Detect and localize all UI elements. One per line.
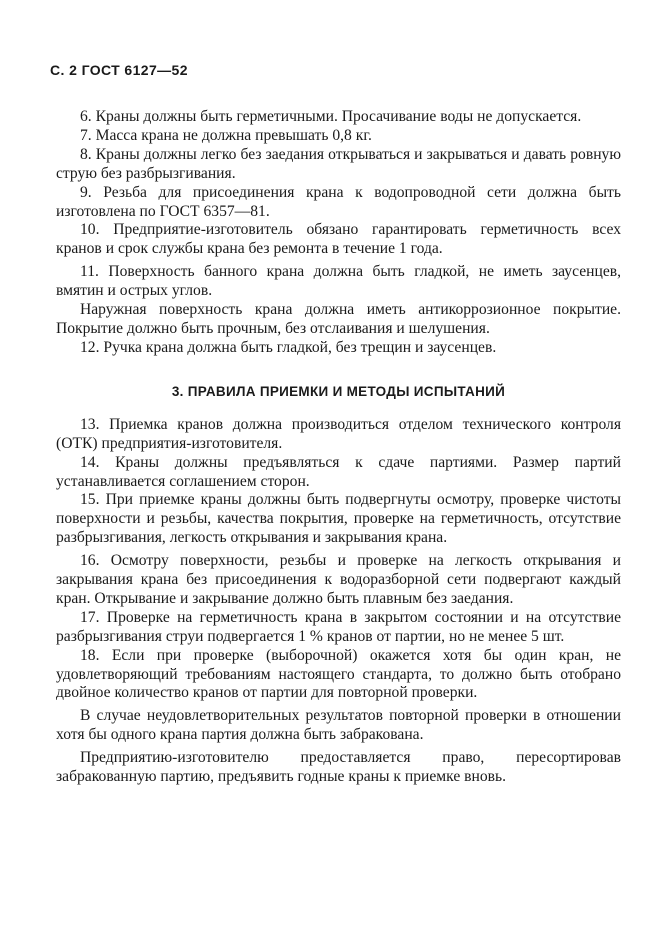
- section-title: 3. ПРАВИЛА ПРИЕМКИ И МЕТОДЫ ИСПЫТАНИЙ: [171, 383, 506, 399]
- clause-13: 13. Приемка кранов должна производиться отделом технического контроля (ОТК) предприятия-изготовителя.: [56, 415, 621, 452]
- clause-12: 12. Ручка крана должна быть гладкой, без трещин и заусенцев.: [80, 338, 497, 356]
- clause-17: 17. Проверке на герметичность крана в закрытом состоянии и на отсутствие разбрызгивания струи подвергается 1 % кранов от партии, но не менее 5 шт.: [56, 608, 621, 645]
- document-page: [50, 62, 621, 787]
- clause-14: 14. Краны должны предъявляться к сдаче партиями. Размер партий устанавливается соглашением сторон.: [56, 453, 621, 490]
- clause-18: 18. Если при проверке (выборочной) окажется хотя бы один кран, не удовлетворяющий требованиям настоящего стандарта, то должно быть отобрано двойное количество кранов от партии для повторной проверки.: [56, 646, 621, 702]
- clause-10: 10. Предприятие-изготовитель обязано гарантировать герметичность всех кранов и срок службы крана без ремонта в течение 1 года.: [56, 221, 621, 258]
- clause-11: 11. Поверхность банного крана должна быть гладкой, не иметь заусенцев, вмятин и острых углов.: [56, 263, 621, 300]
- clause-18-resort: Предприятию-изготовителю предоставляется право, пересортировав забракованную партию, предъявить годные краны к приемке вновь.: [56, 749, 621, 786]
- clause-18-repeat-failure: В случае неудовлетворительных результатов повторной проверки в отношении хотя бы одного крана партия должна быть забракована.: [56, 707, 621, 744]
- clause-11-coating: Наружная поверхность крана должна иметь антикоррозионное покрытие. Покрытие должно быть прочным, без отслаивания и шелушения.: [56, 301, 621, 337]
- clause-16: 16. Осмотру поверхности, резьбы и проверке на легкость открывания и закрывания крана без присоединения к водоразборной сети подвергают каждый кран. Открывание и закрывание должно быть плавным без заедания.: [56, 552, 621, 607]
- clause-9: 9. Резьба для присоединения крана к водопроводной сети должна быть изготовлена по ГОСТ 6357—81.: [56, 183, 621, 220]
- page-header: С. 2 ГОСТ 6127—52: [50, 62, 188, 78]
- clause-7: 7. Масса крана не должна превышать 0,8 кг.: [80, 126, 372, 144]
- clause-6: 6. Краны должны быть герметичными. Просачивание воды не допускается.: [80, 108, 582, 125]
- clause-15: 15. При приемке краны должны быть подвергнуты осмотру, проверке чистоты поверхности и резьбы, качества покрытия, проверке на герметичность, отсутствие разбрызгивания, легкость открывания и закрывания крана.: [56, 491, 621, 547]
- clause-8: 8. Краны должны легко без заедания открываться и закрываться и давать ровную струю без разбрызгивания.: [56, 145, 621, 182]
